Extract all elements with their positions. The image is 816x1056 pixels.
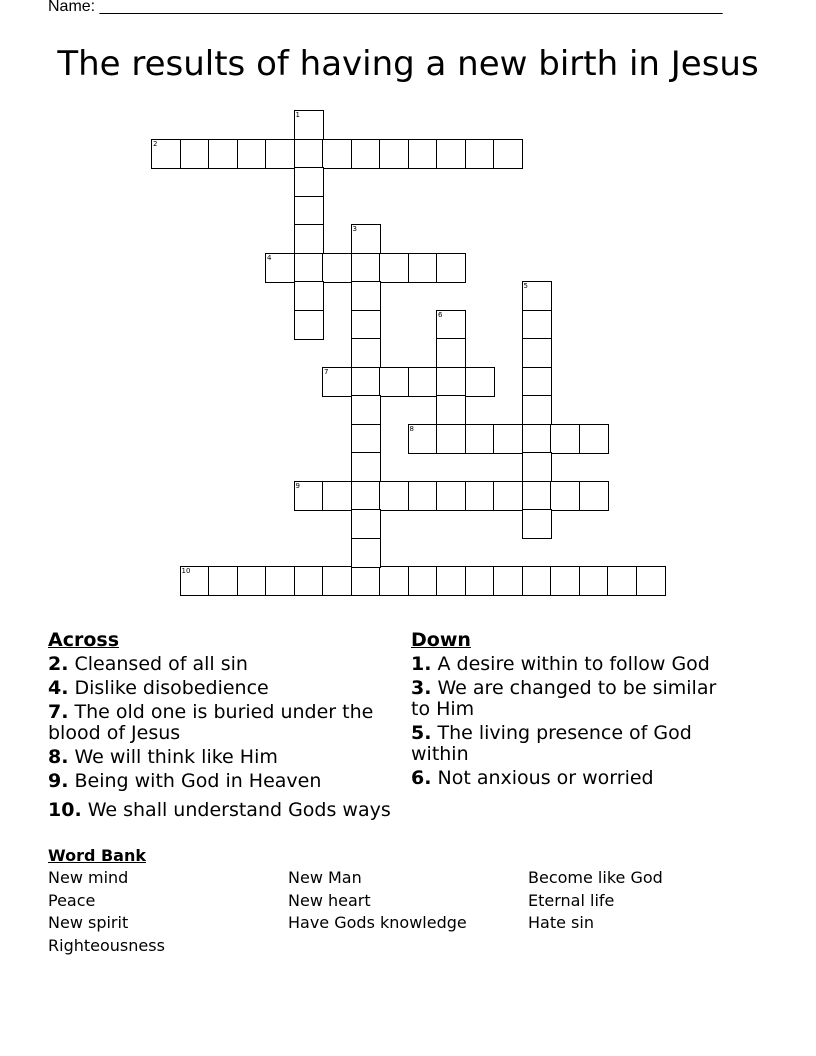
crossword-cell[interactable]	[351, 367, 381, 397]
crossword-cell[interactable]	[294, 281, 324, 311]
crossword-cell[interactable]	[522, 338, 552, 368]
crossword-cell[interactable]	[294, 196, 324, 226]
word-bank-title: Word Bank	[48, 846, 147, 865]
crossword-cell[interactable]	[322, 253, 352, 283]
crossword-cell[interactable]	[351, 481, 381, 511]
clue-text: The old one is buried under the blood of Jesus	[48, 701, 374, 744]
crossword-cell[interactable]	[579, 481, 609, 511]
word-bank-item: Righteousness	[48, 935, 165, 955]
crossword-cell[interactable]	[351, 281, 381, 311]
crossword-cell[interactable]	[522, 509, 552, 539]
cell-number: 8	[409, 424, 414, 433]
word-bank-item: Hate sin	[528, 913, 594, 932]
crossword-cell[interactable]	[522, 566, 552, 596]
word-bank-item: New heart	[288, 890, 371, 910]
clue-text: Dislike disobedience	[74, 677, 269, 699]
crossword-cell[interactable]	[550, 424, 580, 454]
clue-number: 2.	[48, 653, 69, 675]
crossword-cell[interactable]	[265, 139, 295, 169]
cell-number: 3	[352, 225, 357, 233]
crossword-cell[interactable]	[465, 139, 495, 169]
clue-number: 5.	[411, 722, 432, 744]
crossword-cell[interactable]	[436, 139, 466, 169]
crossword-cell[interactable]	[379, 566, 409, 596]
crossword-cell[interactable]	[351, 509, 381, 539]
crossword-cell[interactable]	[351, 424, 381, 454]
crossword-cell[interactable]	[379, 253, 409, 283]
clue-number: 4.	[48, 677, 69, 699]
cell-number: 2	[153, 139, 158, 148]
clue-text: We are changed to be similar to Him	[411, 677, 717, 720]
clue-across-9	[48, 771, 398, 792]
crossword-cell[interactable]	[294, 310, 324, 340]
crossword-cell[interactable]	[379, 367, 409, 397]
crossword-cell[interactable]	[579, 424, 609, 454]
crossword-cell[interactable]	[465, 566, 495, 596]
word-bank-item: Become like God	[528, 868, 663, 887]
crossword-cell[interactable]	[550, 481, 580, 511]
clue-number: 10.	[48, 799, 82, 821]
crossword-cell[interactable]	[265, 566, 295, 596]
crossword-cell[interactable]	[408, 253, 438, 283]
clue-text: We shall understand Gods ways	[87, 799, 391, 821]
clue-number: 6.	[411, 767, 432, 789]
crossword-cell[interactable]	[294, 224, 324, 254]
crossword-cell[interactable]	[408, 424, 438, 454]
crossword-cell[interactable]	[265, 253, 295, 283]
crossword-cell[interactable]	[408, 367, 438, 397]
crossword-cell[interactable]	[493, 566, 523, 596]
clue-down-3	[411, 678, 741, 720]
cell-number: 10	[181, 567, 191, 575]
word-bank	[48, 845, 768, 957]
crossword-cell[interactable]	[465, 367, 495, 397]
crossword-cell[interactable]	[493, 424, 523, 454]
cell-number: 4	[267, 253, 272, 262]
word-bank-item: Peace	[48, 890, 96, 910]
cell-number: 6	[438, 310, 443, 319]
crossword-cell[interactable]	[180, 139, 210, 169]
word-bank-item: New spirit	[48, 913, 129, 932]
crossword-cell[interactable]	[522, 281, 552, 311]
clue-across-2	[48, 654, 398, 675]
crossword-cell[interactable]	[522, 395, 552, 425]
crossword-cell[interactable]	[465, 424, 495, 454]
crossword-cell[interactable]	[237, 566, 267, 596]
across-heading: Across	[48, 629, 120, 651]
crossword-cell[interactable]	[294, 167, 324, 197]
name-field-label: Name: ______________________________________________________________________	[48, 0, 723, 15]
crossword-cell[interactable]	[351, 253, 381, 283]
crossword-cell[interactable]	[322, 139, 352, 169]
clue-down-5	[411, 723, 741, 765]
word-bank-item: Eternal life	[528, 890, 615, 910]
crossword-cell[interactable]	[294, 566, 324, 596]
crossword-cell[interactable]	[322, 367, 352, 397]
crossword-cell[interactable]	[493, 139, 523, 169]
crossword-cell[interactable]	[208, 139, 238, 169]
crossword-cell[interactable]	[322, 481, 352, 511]
crossword-cell[interactable]	[351, 139, 381, 169]
crossword-cell[interactable]	[522, 481, 552, 511]
crossword-cell[interactable]	[379, 139, 409, 169]
crossword-cell[interactable]	[322, 566, 352, 596]
crossword-cell[interactable]	[151, 139, 181, 169]
crossword-cell[interactable]	[550, 566, 580, 596]
crossword-cell[interactable]	[436, 253, 466, 283]
crossword-cell[interactable]	[436, 566, 466, 596]
across-clues	[48, 628, 398, 824]
word-bank-item: New mind	[48, 868, 129, 887]
cell-number: 7	[324, 367, 329, 376]
clue-text: Cleansed of all sin	[74, 653, 248, 675]
clue-text: A desire within to follow God	[437, 653, 710, 675]
crossword-cell[interactable]	[408, 481, 438, 511]
clue-number: 1.	[411, 653, 432, 675]
crossword-cell[interactable]	[351, 224, 381, 254]
cell-number: 1	[295, 111, 300, 119]
clue-text: The living presence of God within	[411, 722, 692, 765]
crossword-cell[interactable]	[493, 481, 523, 511]
word-bank-item: Have Gods knowledge	[288, 913, 467, 932]
word-bank-item: New Man	[288, 868, 362, 887]
crossword-cell[interactable]	[294, 110, 324, 140]
crossword-cell[interactable]	[351, 395, 381, 425]
clue-text: Being with God in Heaven	[74, 770, 322, 792]
clue-down-1	[411, 654, 741, 675]
crossword-cell[interactable]	[636, 566, 666, 596]
crossword-cell[interactable]	[294, 253, 324, 283]
clue-down-6	[411, 768, 741, 789]
crossword-cell[interactable]	[579, 566, 609, 596]
page-title: The results of having a new birth in Jesus	[57, 44, 759, 84]
crossword-cell[interactable]	[436, 424, 466, 454]
clue-number: 3.	[411, 677, 432, 699]
crossword-cell[interactable]	[294, 139, 324, 169]
crossword-cell[interactable]	[379, 481, 409, 511]
crossword-cell[interactable]	[436, 395, 466, 425]
crossword-cell[interactable]	[208, 566, 238, 596]
crossword-cell[interactable]	[522, 367, 552, 397]
crossword-cell[interactable]	[408, 139, 438, 169]
clue-text: We will think like Him	[74, 746, 278, 768]
crossword-cell[interactable]	[351, 452, 381, 482]
cell-number: 5	[523, 282, 528, 290]
down-heading: Down	[411, 629, 471, 651]
crossword-cell[interactable]	[465, 481, 495, 511]
crossword-cell[interactable]	[351, 566, 381, 596]
crossword-cell[interactable]	[522, 452, 552, 482]
crossword-cell[interactable]	[180, 566, 210, 596]
clue-number: 8.	[48, 746, 69, 768]
crossword-cell[interactable]	[408, 566, 438, 596]
crossword-cell[interactable]	[436, 338, 466, 368]
clue-across-8	[48, 747, 398, 768]
clue-text: Not anxious or worried	[437, 767, 654, 789]
crossword-cell[interactable]	[436, 310, 466, 340]
crossword-cell[interactable]	[436, 481, 466, 511]
clue-across-4	[48, 678, 398, 699]
clue-number: 7.	[48, 701, 69, 723]
word-bank-list	[48, 867, 768, 957]
clue-across-7	[48, 702, 398, 744]
clue-number: 9.	[48, 770, 69, 792]
down-clues	[411, 628, 741, 792]
crossword-cell[interactable]	[351, 338, 381, 368]
crossword-cell[interactable]	[436, 367, 466, 397]
crossword-cell[interactable]	[351, 538, 381, 568]
crossword-cell[interactable]	[294, 481, 324, 511]
clue-across-10	[48, 800, 398, 821]
cell-number: 9	[295, 481, 300, 490]
crossword-cell[interactable]	[522, 310, 552, 340]
crossword-cell[interactable]	[237, 139, 267, 169]
crossword-cell[interactable]	[351, 310, 381, 340]
crossword-cell[interactable]	[522, 424, 552, 454]
crossword-cell[interactable]	[607, 566, 637, 596]
